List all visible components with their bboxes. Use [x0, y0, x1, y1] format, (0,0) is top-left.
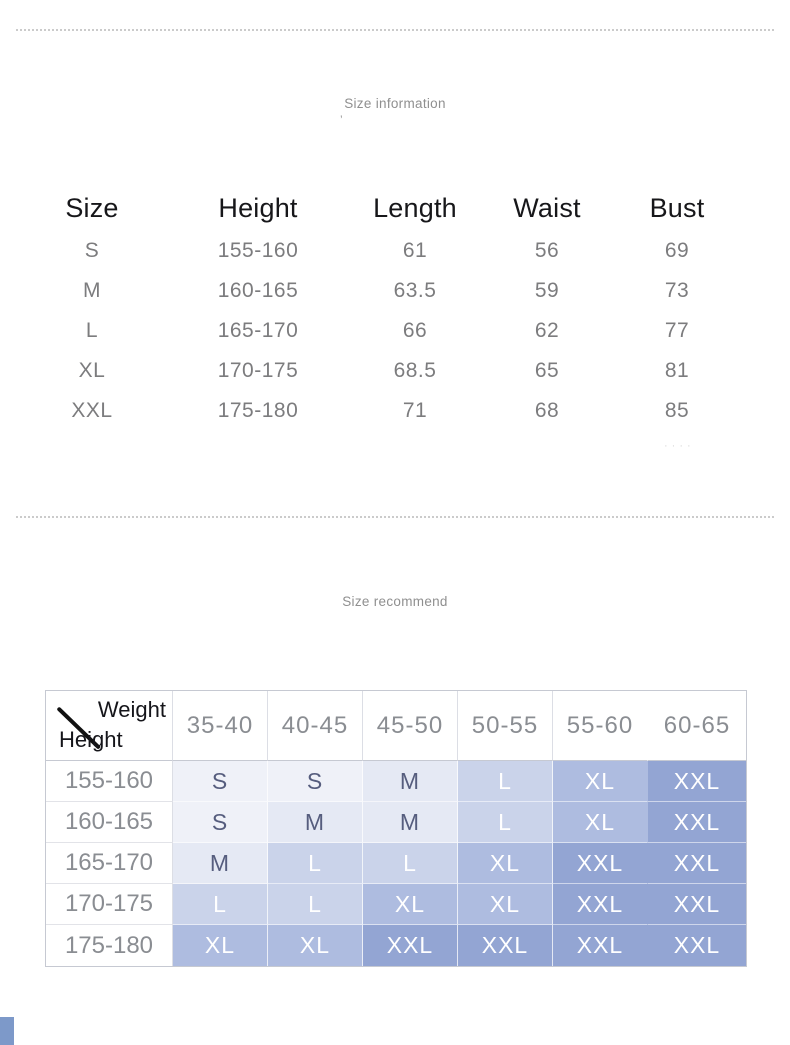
matrix-size-cell: XL [173, 925, 268, 966]
matrix-size-cell: M [363, 761, 458, 802]
matrix-corner-cell [46, 691, 173, 761]
matrix-size-cell: L [268, 884, 363, 925]
matrix-weight-header: 45-50 [363, 691, 458, 761]
size-table-cell: 69 [664, 239, 690, 262]
faint-watermark: ···· [664, 440, 695, 452]
size-table-cell: 165-170 [217, 319, 299, 342]
size-table-cell: 85 [664, 399, 690, 422]
matrix-weight-header: 55-60 [553, 691, 648, 761]
size-table-cell: M [83, 279, 101, 302]
corner-weight-label: Weight [97, 697, 166, 722]
size-table-header-size: Size [65, 193, 119, 223]
matrix-height-label: 155-160 [46, 761, 173, 802]
size-table-cell: 175-180 [217, 399, 299, 422]
size-table-cell: XL [78, 359, 106, 382]
matrix-weight-header: 60-65 [648, 691, 746, 761]
size-table-row [18, 351, 740, 391]
size-table-cell: XXL [71, 399, 113, 422]
matrix-row [46, 761, 746, 802]
matrix-size-cell: M [268, 802, 363, 843]
size-table-cell: S [84, 239, 100, 262]
size-table-cell: 63.5 [393, 279, 437, 302]
matrix-size-cell: XL [553, 761, 648, 802]
corner-height-label: Height [59, 727, 123, 752]
matrix-size-cell: XXL [553, 925, 648, 966]
matrix-size-cell: XXL [553, 884, 648, 925]
size-table-cell: 62 [534, 319, 560, 342]
size-table-cell: 66 [402, 319, 428, 342]
size-table-row [18, 271, 740, 311]
matrix-header-row [46, 691, 746, 761]
matrix-size-cell: S [173, 802, 268, 843]
size-table-cell: 73 [664, 279, 690, 302]
matrix-size-cell: L [363, 843, 458, 884]
matrix-size-cell: L [268, 843, 363, 884]
matrix-size-cell: XXL [458, 925, 553, 966]
matrix-size-cell: M [173, 843, 268, 884]
size-table-cell: 61 [402, 239, 428, 262]
matrix-size-cell: XL [268, 925, 363, 966]
size-table-cell: 77 [664, 319, 690, 342]
size-table-cell: 71 [402, 399, 428, 422]
size-table-row [18, 311, 740, 351]
stray-mark: ’ [340, 113, 343, 127]
matrix-height-label: 165-170 [46, 843, 173, 884]
size-table-cell: 65 [534, 359, 560, 382]
size-table-cell: L [85, 319, 99, 342]
matrix-height-label: 160-165 [46, 802, 173, 843]
matrix-size-cell: XL [363, 884, 458, 925]
bottom-left-blue-rectangle [0, 1017, 14, 1045]
matrix-size-cell: M [363, 802, 458, 843]
size-table-header-row [18, 186, 740, 231]
size-table-header-height: Height [218, 193, 298, 223]
size-table-header-length: Length [373, 193, 457, 223]
matrix-row [46, 884, 746, 925]
size-table-row [18, 391, 740, 431]
matrix-size-cell: XXL [648, 884, 746, 925]
dotted-divider-middle [16, 516, 774, 518]
size-table-cell: 81 [664, 359, 690, 382]
size-table-cell: 56 [534, 239, 560, 262]
size-recommend-matrix [45, 690, 747, 967]
size-table-cell: 170-175 [217, 359, 299, 382]
matrix-weight-header: 40-45 [268, 691, 363, 761]
matrix-size-cell: S [173, 761, 268, 802]
matrix-size-cell: L [173, 884, 268, 925]
size-table-row [18, 231, 740, 271]
size-information-title: Size information [344, 96, 446, 111]
dotted-divider-top [16, 29, 774, 31]
matrix-height-label: 170-175 [46, 884, 173, 925]
matrix-size-cell: XL [458, 884, 553, 925]
size-table-cell: 160-165 [217, 279, 299, 302]
size-table-cell: 68 [534, 399, 560, 422]
size-recommend-title: Size recommend [342, 594, 448, 609]
size-table-header-bust: Bust [649, 193, 705, 223]
matrix-weight-header: 50-55 [458, 691, 553, 761]
size-table-cell: 68.5 [393, 359, 437, 382]
matrix-size-cell: XXL [648, 925, 746, 966]
matrix-size-cell: XXL [363, 925, 458, 966]
matrix-size-cell: XXL [553, 843, 648, 884]
size-table-cell: 59 [534, 279, 560, 302]
matrix-size-cell: XXL [648, 802, 746, 843]
matrix-size-cell: XXL [648, 761, 746, 802]
matrix-height-label: 175-180 [46, 925, 173, 966]
matrix-weight-header: 35-40 [173, 691, 268, 761]
matrix-size-cell: XL [553, 802, 648, 843]
matrix-size-cell: L [458, 802, 553, 843]
size-table-header-waist: Waist [513, 193, 581, 223]
matrix-row [46, 843, 746, 884]
matrix-size-cell: S [268, 761, 363, 802]
matrix-size-cell: XL [458, 843, 553, 884]
matrix-row [46, 802, 746, 843]
size-information-table [18, 186, 740, 431]
matrix-size-cell: L [458, 761, 553, 802]
matrix-size-cell: XXL [648, 843, 746, 884]
size-table-cell: 155-160 [217, 239, 299, 262]
matrix-row [46, 925, 746, 966]
